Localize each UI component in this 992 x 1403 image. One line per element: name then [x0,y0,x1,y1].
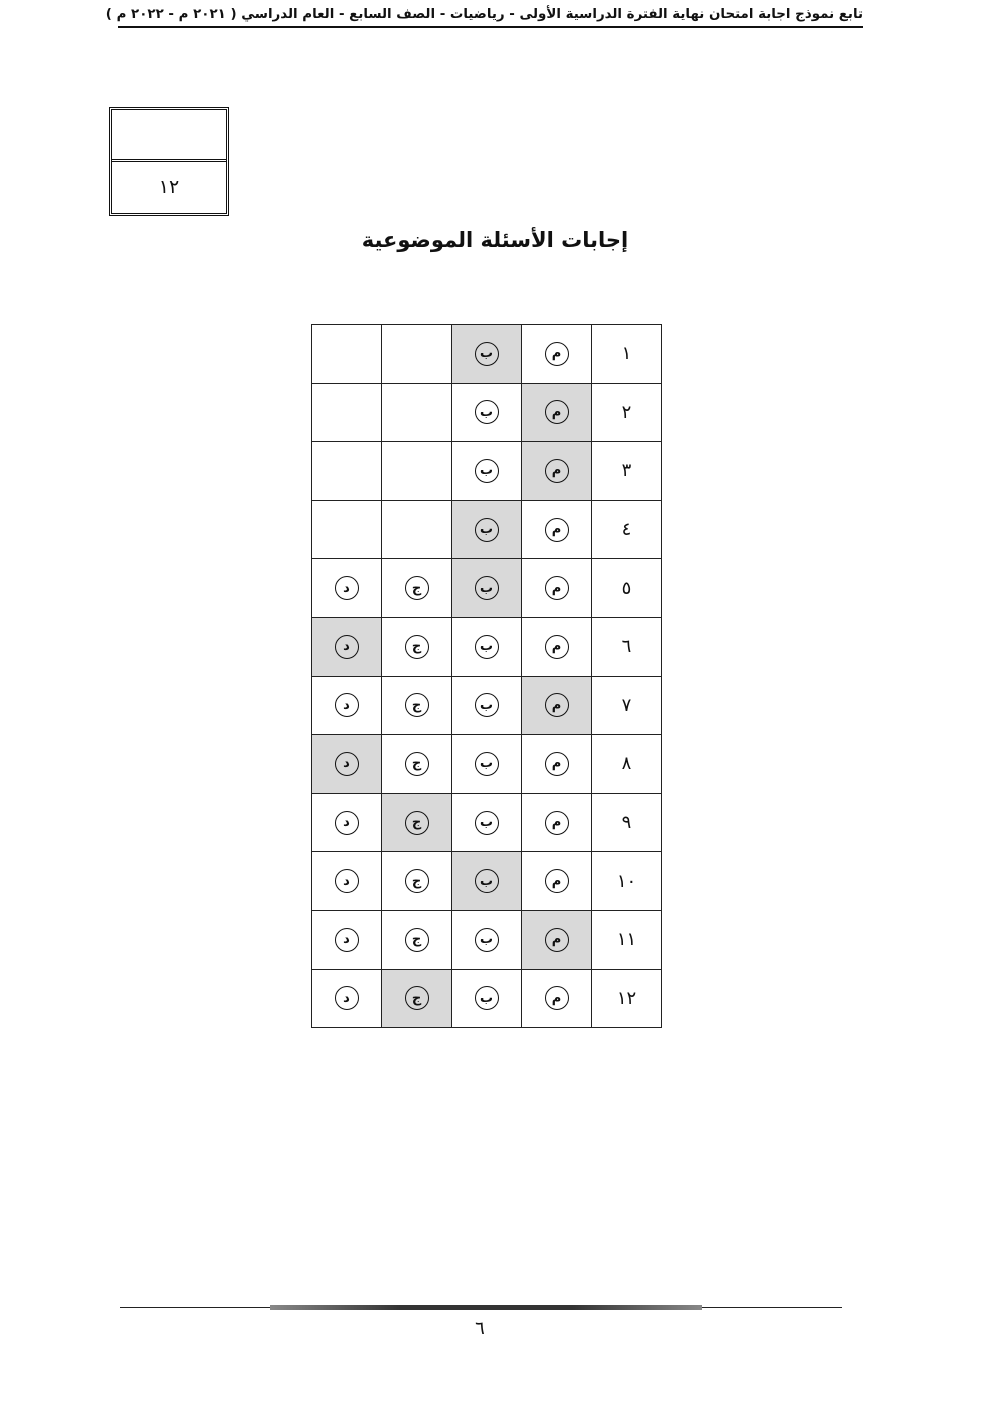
option-cell [452,793,522,852]
empty-cell [312,500,382,559]
answer-row [312,559,662,618]
option-cell [382,676,452,735]
page-number: ٦ [475,1318,485,1339]
option-cell [522,617,592,676]
option-circle: ب [475,459,499,483]
option-circle: ج [405,928,429,952]
option-cell [522,793,592,852]
option-cell [522,735,592,794]
option-circle: ج [405,576,429,600]
option-circle: د [335,693,359,717]
option-cell [452,910,522,969]
score-box [109,107,229,216]
score-earned [112,110,226,162]
correct-option-cell [522,442,592,501]
answer-row [312,383,662,442]
correct-option-cell [522,383,592,442]
option-cell [312,910,382,969]
empty-cell [382,500,452,559]
option-cell [312,559,382,618]
answer-row [312,500,662,559]
option-cell [452,383,522,442]
empty-cell [312,325,382,384]
answer-row [312,325,662,384]
question-number: ٧ [592,676,662,735]
option-circle: ج [405,811,429,835]
option-circle: ب [475,752,499,776]
option-cell [522,559,592,618]
option-cell [522,500,592,559]
option-circle: م [545,400,569,424]
option-circle: م [545,518,569,542]
correct-option-cell [382,793,452,852]
option-circle: د [335,576,359,600]
option-cell [312,969,382,1028]
option-circle: م [545,342,569,366]
question-number: ٥ [592,559,662,618]
answer-row [312,676,662,735]
empty-cell [312,383,382,442]
option-circle: ب [475,986,499,1010]
option-circle: ب [475,576,499,600]
option-circle: ب [475,400,499,424]
option-cell [452,735,522,794]
answer-table [311,324,662,1028]
option-circle: د [335,635,359,659]
option-circle: ب [475,869,499,893]
option-cell [382,852,452,911]
option-cell [522,852,592,911]
option-circle: ب [475,518,499,542]
option-cell [312,793,382,852]
option-circle: د [335,869,359,893]
option-circle: ب [475,693,499,717]
answer-row [312,793,662,852]
footer-divider-thick [270,1305,702,1310]
option-circle: ج [405,693,429,717]
answer-row [312,735,662,794]
option-cell [382,735,452,794]
empty-cell [382,383,452,442]
option-circle: م [545,576,569,600]
question-number: ٦ [592,617,662,676]
option-circle: ج [405,752,429,776]
option-circle: ب [475,928,499,952]
option-cell [452,676,522,735]
option-cell [452,617,522,676]
option-circle: م [545,811,569,835]
empty-cell [382,442,452,501]
footer-divider [120,1305,842,1310]
option-circle: ج [405,986,429,1010]
question-number: ١ [592,325,662,384]
question-number: ٣ [592,442,662,501]
empty-cell [382,325,452,384]
option-cell [452,969,522,1028]
option-circle: ب [475,811,499,835]
option-circle: د [335,752,359,776]
question-number: ١٢ [592,969,662,1028]
option-circle: م [545,459,569,483]
question-number: ٩ [592,793,662,852]
option-circle: ج [405,869,429,893]
option-circle: م [545,752,569,776]
option-cell [382,910,452,969]
correct-option-cell [452,500,522,559]
correct-option-cell [452,559,522,618]
option-circle: م [545,986,569,1010]
option-cell [312,852,382,911]
answer-row [312,442,662,501]
option-cell [312,676,382,735]
option-circle: م [545,635,569,659]
option-circle: م [545,693,569,717]
page-title: إجابات الأسئلة الموضوعية [361,228,629,252]
answer-row [312,910,662,969]
option-circle: د [335,986,359,1010]
answer-table-body [312,325,662,1028]
correct-option-cell [452,325,522,384]
option-cell [522,325,592,384]
question-number: ٨ [592,735,662,794]
option-circle: م [545,869,569,893]
correct-option-cell [382,969,452,1028]
option-circle: م [545,928,569,952]
option-cell [452,442,522,501]
correct-option-cell [312,735,382,794]
question-number: ١٠ [592,852,662,911]
option-circle: ج [405,635,429,659]
score-total: ١٢ [158,176,180,198]
correct-option-cell [522,910,592,969]
correct-option-cell [522,676,592,735]
option-cell [382,617,452,676]
option-circle: ب [475,342,499,366]
answer-row [312,617,662,676]
answer-row [312,852,662,911]
option-cell [382,559,452,618]
question-number: ١١ [592,910,662,969]
page-header: تابع نموذج اجابة امتحان نهاية الفترة الدراسية الأولى - رياضيات - الصف السابع - العام الدراسي ( ٢٠٢١ م - ٢٠٢٢ م ) [118,6,863,28]
answer-row [312,969,662,1028]
option-circle: ب [475,635,499,659]
option-cell [522,969,592,1028]
empty-cell [312,442,382,501]
option-circle: د [335,811,359,835]
correct-option-cell [312,617,382,676]
question-number: ٤ [592,500,662,559]
correct-option-cell [452,852,522,911]
option-circle: د [335,928,359,952]
question-number: ٢ [592,383,662,442]
